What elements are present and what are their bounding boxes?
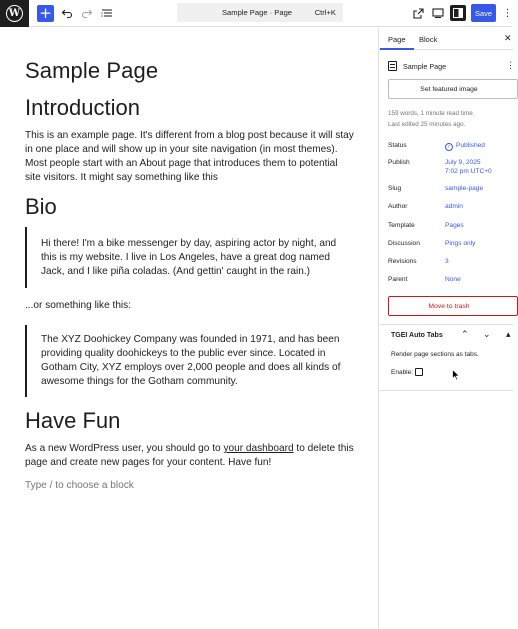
close-icon[interactable]: ✕ <box>504 33 512 43</box>
document-overview-button[interactable] <box>100 4 114 22</box>
external-link-icon <box>413 8 424 19</box>
enable-checkbox[interactable] <box>415 368 423 376</box>
plus-icon: + <box>39 4 52 22</box>
collapse-triangle-icon[interactable]: ▴ <box>506 329 511 339</box>
tab-block[interactable]: Block <box>419 35 438 44</box>
add-block-button[interactable] <box>37 5 54 22</box>
template-value[interactable]: Pages <box>445 222 464 229</box>
more-vertical-icon[interactable]: ⋮ <box>506 60 515 70</box>
list-view-icon <box>101 8 113 18</box>
sidebar-tabs <box>379 28 513 50</box>
quote-text: The XYZ Doohickey Company was founded in 1971, and has been providing quality doohickeys to the public ever since. Located in Gotham City, XYZ employs over 2,000 people and does all kinds of awesome things for the Gotham community. <box>41 334 341 387</box>
slug-label: Slug <box>388 185 402 192</box>
parent-value[interactable]: None <box>445 276 461 283</box>
status-label: Status <box>388 142 407 149</box>
mouse-cursor-icon <box>452 369 460 381</box>
discussion-label: Discussion <box>388 240 420 247</box>
paragraph-or[interactable]: ...or something like this: <box>25 300 132 311</box>
paragraph-text: to delete this page and create new pages for your content. Have fun! <box>25 443 354 468</box>
active-tab-indicator <box>380 48 414 50</box>
paragraph-intro[interactable]: This is an example page. It's different from a blog post because it will stay in one place and will show up in your site navigation (in most themes). Most people start with an About page that introduces them to potential site visitors. It might say something like this <box>25 130 354 183</box>
revisions-value[interactable]: 3 <box>445 258 449 265</box>
chevron-down-icon[interactable]: ⌄ <box>483 329 491 339</box>
publish-label: Publish <box>388 159 410 166</box>
document-title: Sample Page <box>403 61 447 71</box>
quote-block-bio[interactable] <box>25 227 345 288</box>
last-edited: Last edited 25 minutes ago. <box>388 121 466 128</box>
redo-button[interactable] <box>80 4 94 22</box>
enable-label: Enable: <box>391 368 414 376</box>
view-page-button[interactable] <box>411 4 425 22</box>
page-icon <box>388 61 397 71</box>
panel-title[interactable]: TGEI Auto Tabs <box>391 332 443 339</box>
block-placeholder[interactable]: Type / to choose a block <box>25 480 134 491</box>
paragraph-text: As a new WordPress user, you should go to <box>25 443 224 454</box>
post-title[interactable]: Sample Page <box>25 58 159 83</box>
enable-row <box>391 368 423 376</box>
paragraph-dashboard[interactable] <box>25 442 360 470</box>
author-label: Author <box>388 203 408 210</box>
editor-toolbar <box>0 0 512 27</box>
quote-text: Hi there! I'm a bike messenger by day, aspiring actor by night, and this is my website. I live in Los Angeles, have a great dog named Jack, and I like piña coladas. (And gettin' caught in the rain.) <box>41 238 337 277</box>
slug-value[interactable]: sample-page <box>445 185 484 192</box>
quote-block-company[interactable] <box>25 325 345 397</box>
more-vertical-icon: ⋮ <box>502 7 513 19</box>
panel-divider <box>379 324 513 325</box>
document-meta <box>388 108 513 130</box>
move-to-trash-button[interactable]: Move to trash <box>388 296 518 316</box>
wordpress-logo-button[interactable] <box>0 0 29 27</box>
options-button[interactable] <box>503 4 512 22</box>
panel-description: Render page sections as tabs. <box>391 351 479 358</box>
chevron-up-icon[interactable]: ⌃ <box>461 329 469 339</box>
template-label: Template <box>388 222 415 229</box>
sidebar-settings-icon <box>452 7 464 19</box>
heading-introduction[interactable]: Introduction <box>25 95 140 120</box>
publish-date: July 9, 2025 <box>445 159 481 166</box>
redo-icon <box>81 8 93 18</box>
status-text: Published <box>456 142 485 149</box>
command-palette-bar[interactable] <box>177 3 343 22</box>
dashboard-link[interactable]: your dashboard <box>223 443 294 454</box>
panel-divider <box>379 390 513 391</box>
word-count: 159 words, 1 minute read time. <box>388 110 475 117</box>
command-bar-title: Sample Page · Page <box>221 8 293 17</box>
set-featured-image-button[interactable]: Set featured image <box>388 79 518 99</box>
document-summary <box>388 60 513 72</box>
command-shortcut: Ctrl+K <box>314 8 336 17</box>
save-button[interactable]: Save <box>471 4 496 22</box>
discussion-value[interactable]: Pings only <box>445 240 476 247</box>
heading-have-fun[interactable]: Have Fun <box>25 408 121 433</box>
tab-page[interactable]: Page <box>388 35 406 44</box>
publish-value[interactable] <box>445 159 492 176</box>
desktop-preview-icon <box>432 8 444 18</box>
wordpress-icon: W <box>6 5 23 22</box>
editor-canvas <box>0 28 378 629</box>
undo-icon <box>61 8 73 18</box>
author-value[interactable]: admin <box>445 203 463 210</box>
undo-button[interactable] <box>60 4 74 22</box>
status-value[interactable] <box>445 142 485 151</box>
publish-time: 7:02 pm UTC+0 <box>445 167 492 175</box>
heading-bio[interactable]: Bio <box>25 194 57 219</box>
revisions-label: Revisions <box>388 258 417 265</box>
parent-label: Parent <box>388 276 408 283</box>
settings-button[interactable] <box>450 5 466 21</box>
preview-button[interactable] <box>431 4 445 22</box>
settings-sidebar <box>378 28 515 629</box>
published-check-icon: ✓ <box>446 144 452 150</box>
